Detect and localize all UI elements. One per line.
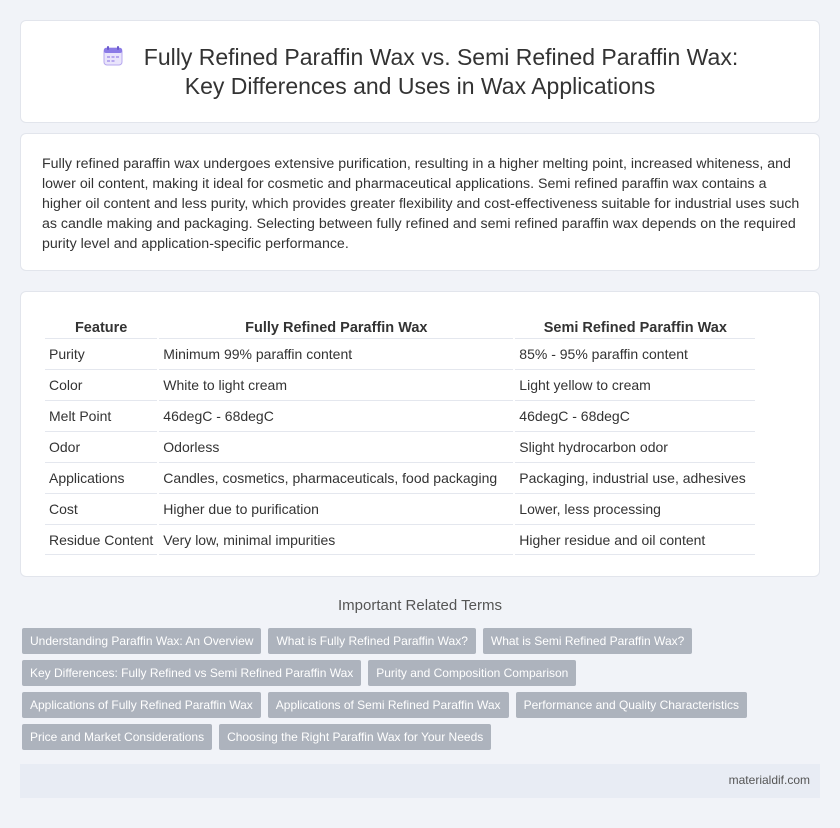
cell-feature: Cost (45, 493, 157, 524)
footer (20, 764, 820, 798)
header-card (20, 20, 820, 123)
cell-semi-refined: Packaging, industrial use, adhesives (515, 462, 755, 493)
cell-feature: Purity (45, 338, 157, 369)
header-semi-refined: Semi Refined Paraffin Wax (543, 320, 727, 336)
cell-feature: Odor (45, 431, 157, 462)
table-row (45, 400, 755, 431)
table-row (45, 524, 755, 555)
cell-fully-refined: Candles, cosmetics, pharmaceuticals, food packaging (159, 462, 513, 493)
cell-fully-refined: White to light cream (159, 369, 513, 400)
header-fully-refined: Fully Refined Paraffin Wax (245, 320, 428, 336)
related-term-link[interactable]: Purity and Composition Comparison (368, 660, 576, 686)
related-term-link[interactable]: What is Fully Refined Paraffin Wax? (268, 628, 475, 654)
related-term-link[interactable]: Key Differences: Fully Refined vs Semi Refined Paraffin Wax (22, 660, 361, 686)
cell-semi-refined: Light yellow to cream (515, 369, 755, 400)
cell-semi-refined: 46degC - 68degC (515, 400, 755, 431)
summary-text: Fully refined paraffin wax undergoes extensive purification, resulting in a higher melting point, increased whiteness, and lower oil content, making it ideal for cosmetic and pharmaceutical applications. Semi refined paraffin wax contains a higher oil content and less purity, which provides greater flexibility and cost-effectiveness suitable for industrial uses such as candle making and packaging. Selecting between fully refined and semi refined paraffin wax depends on the required purity level and application-specific performance. (42, 156, 800, 252)
related-terms-title: Important Related Terms (338, 597, 502, 614)
cell-feature: Residue Content (45, 524, 157, 555)
table-row (45, 493, 755, 524)
cell-semi-refined: 85% - 95% paraffin content (515, 338, 755, 369)
header-feature: Feature (74, 320, 128, 336)
table-header-row (45, 316, 755, 338)
related-terms-list (22, 628, 822, 750)
cell-semi-refined: Lower, less processing (515, 493, 755, 524)
summary-card (20, 133, 820, 271)
table-row (45, 431, 755, 462)
table-row (45, 462, 755, 493)
cell-fully-refined: Higher due to purification (159, 493, 513, 524)
cell-feature: Color (45, 369, 157, 400)
comparison-table (43, 316, 757, 555)
cell-feature: Applications (45, 462, 157, 493)
calendar-icon (102, 45, 124, 67)
cell-fully-refined: Minimum 99% paraffin content (159, 338, 513, 369)
related-term-link[interactable]: Applications of Fully Refined Paraffin Wax (22, 692, 261, 718)
table-row (45, 369, 755, 400)
cell-feature: Melt Point (45, 400, 157, 431)
cell-semi-refined: Higher residue and oil content (515, 524, 755, 555)
page-title (21, 43, 819, 101)
related-term-link[interactable]: Performance and Quality Characteristics (516, 692, 747, 718)
comparison-card (20, 291, 820, 577)
related-term-link[interactable]: What is Semi Refined Paraffin Wax? (483, 628, 692, 654)
table-row (45, 338, 755, 369)
cell-semi-refined: Slight hydrocarbon odor (515, 431, 755, 462)
page-title-text: Fully Refined Paraffin Wax vs. Semi Refined Paraffin Wax: Key Differences and Uses in Wax Applications (143, 44, 739, 99)
related-term-link[interactable]: Choosing the Right Paraffin Wax for Your Needs (219, 724, 491, 750)
cell-fully-refined: Odorless (159, 431, 513, 462)
related-term-link[interactable]: Price and Market Considerations (22, 724, 212, 750)
footer-site-link[interactable]: materialdif.com (728, 773, 810, 787)
cell-fully-refined: 46degC - 68degC (159, 400, 513, 431)
cell-fully-refined: Very low, minimal impurities (159, 524, 513, 555)
related-term-link[interactable]: Understanding Paraffin Wax: An Overview (22, 628, 261, 654)
related-term-link[interactable]: Applications of Semi Refined Paraffin Wax (268, 692, 509, 718)
